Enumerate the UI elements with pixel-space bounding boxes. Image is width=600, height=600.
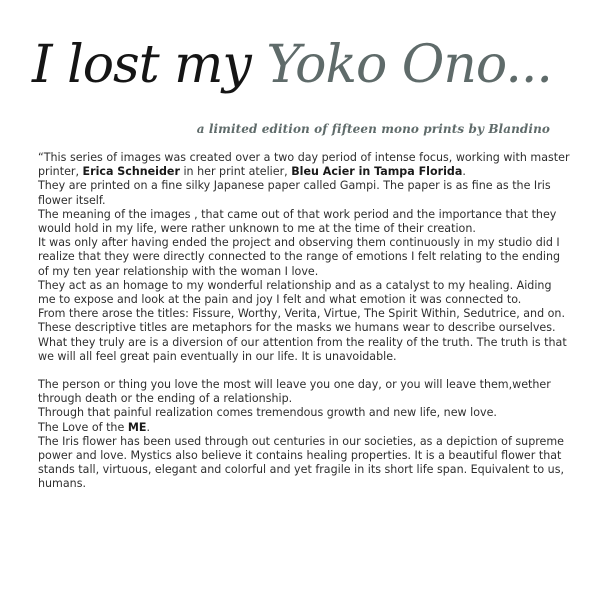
paragraph-3: The meaning of the images , that came out of that work period and the importance that they would hold in my life, were rather unknown to me at the time of their creation. — [38, 207, 557, 236]
me-emphasis: ME — [127, 420, 147, 434]
paragraph-10-text-c: . — [146, 420, 150, 434]
paragraph-1-text-a: “This series of images was created over a two day period of intense focus, working with master printer, — [38, 151, 570, 179]
page-title — [32, 30, 572, 100]
paragraph-1-text-c: in her print atelier, — [179, 165, 292, 179]
title-part-yoko-ono: Yoko Ono... — [266, 35, 552, 95]
paragraph-1-text-d: . — [462, 165, 466, 179]
paragraph-10-text-a: The Love of the — [38, 420, 128, 434]
paragraph-11: The Iris flower has been used through out centuries in our societies, as a depiction of supreme power and love. Mystics also believe it contains healing properties. It is a beautiful flower that stands tall, virtuous, elegant and colorful and yet fragile in its short life span. Equivalent to us, humans. — [38, 434, 565, 491]
paragraph-7: These descriptive titles are metaphors for the masks we humans wear to describe ourselves. What they truly are is a diversion of our attention from the reality of the truth. The truth is that we will all feel great pain eventually in our life. It is unavoidable. — [38, 321, 567, 363]
paragraph-1 — [38, 151, 570, 179]
statement-body — [38, 151, 570, 492]
paragraph-10 — [38, 421, 570, 435]
paragraph-5: They act as an homage to my wonderful relationship and as a catalyst to my healing. Aiding me to expose and look at the pain and joy I felt and what emotion it was connected to. — [38, 278, 552, 307]
title-part-i-lost-my: I lost my — [32, 35, 267, 95]
atelier-name: Bleu Acier in Tampa Florida — [291, 165, 463, 179]
printer-name: Erica Schneider — [82, 165, 180, 179]
paragraph-4: It was only after having ended the project and observing them continuously in my studio did I realize that they were directly connected to the range of emotions I felt relating to the ending of my ten year relationship with the woman I love. — [38, 236, 561, 278]
page-subtitle: a limited edition of fifteen mono prints by Blandino — [196, 122, 550, 136]
paragraph-8: The person or thing you love the most will leave you one day, or you will leave them,wether through death or the ending of a relationship. — [38, 378, 551, 406]
paragraph-9: Through that painful realization comes tremendous growth and new life, new love. — [38, 406, 497, 420]
paragraph-6: From there arose the titles: Fissure, Worthy, Verita, Virtue, The Spirit Within, Sedutrice, and on. — [38, 307, 565, 321]
paragraph-gap — [38, 364, 570, 378]
paragraph-2: They are printed on a fine silky Japanese paper called Gampi. The paper is as fine as the Iris flower itself. — [38, 179, 551, 207]
